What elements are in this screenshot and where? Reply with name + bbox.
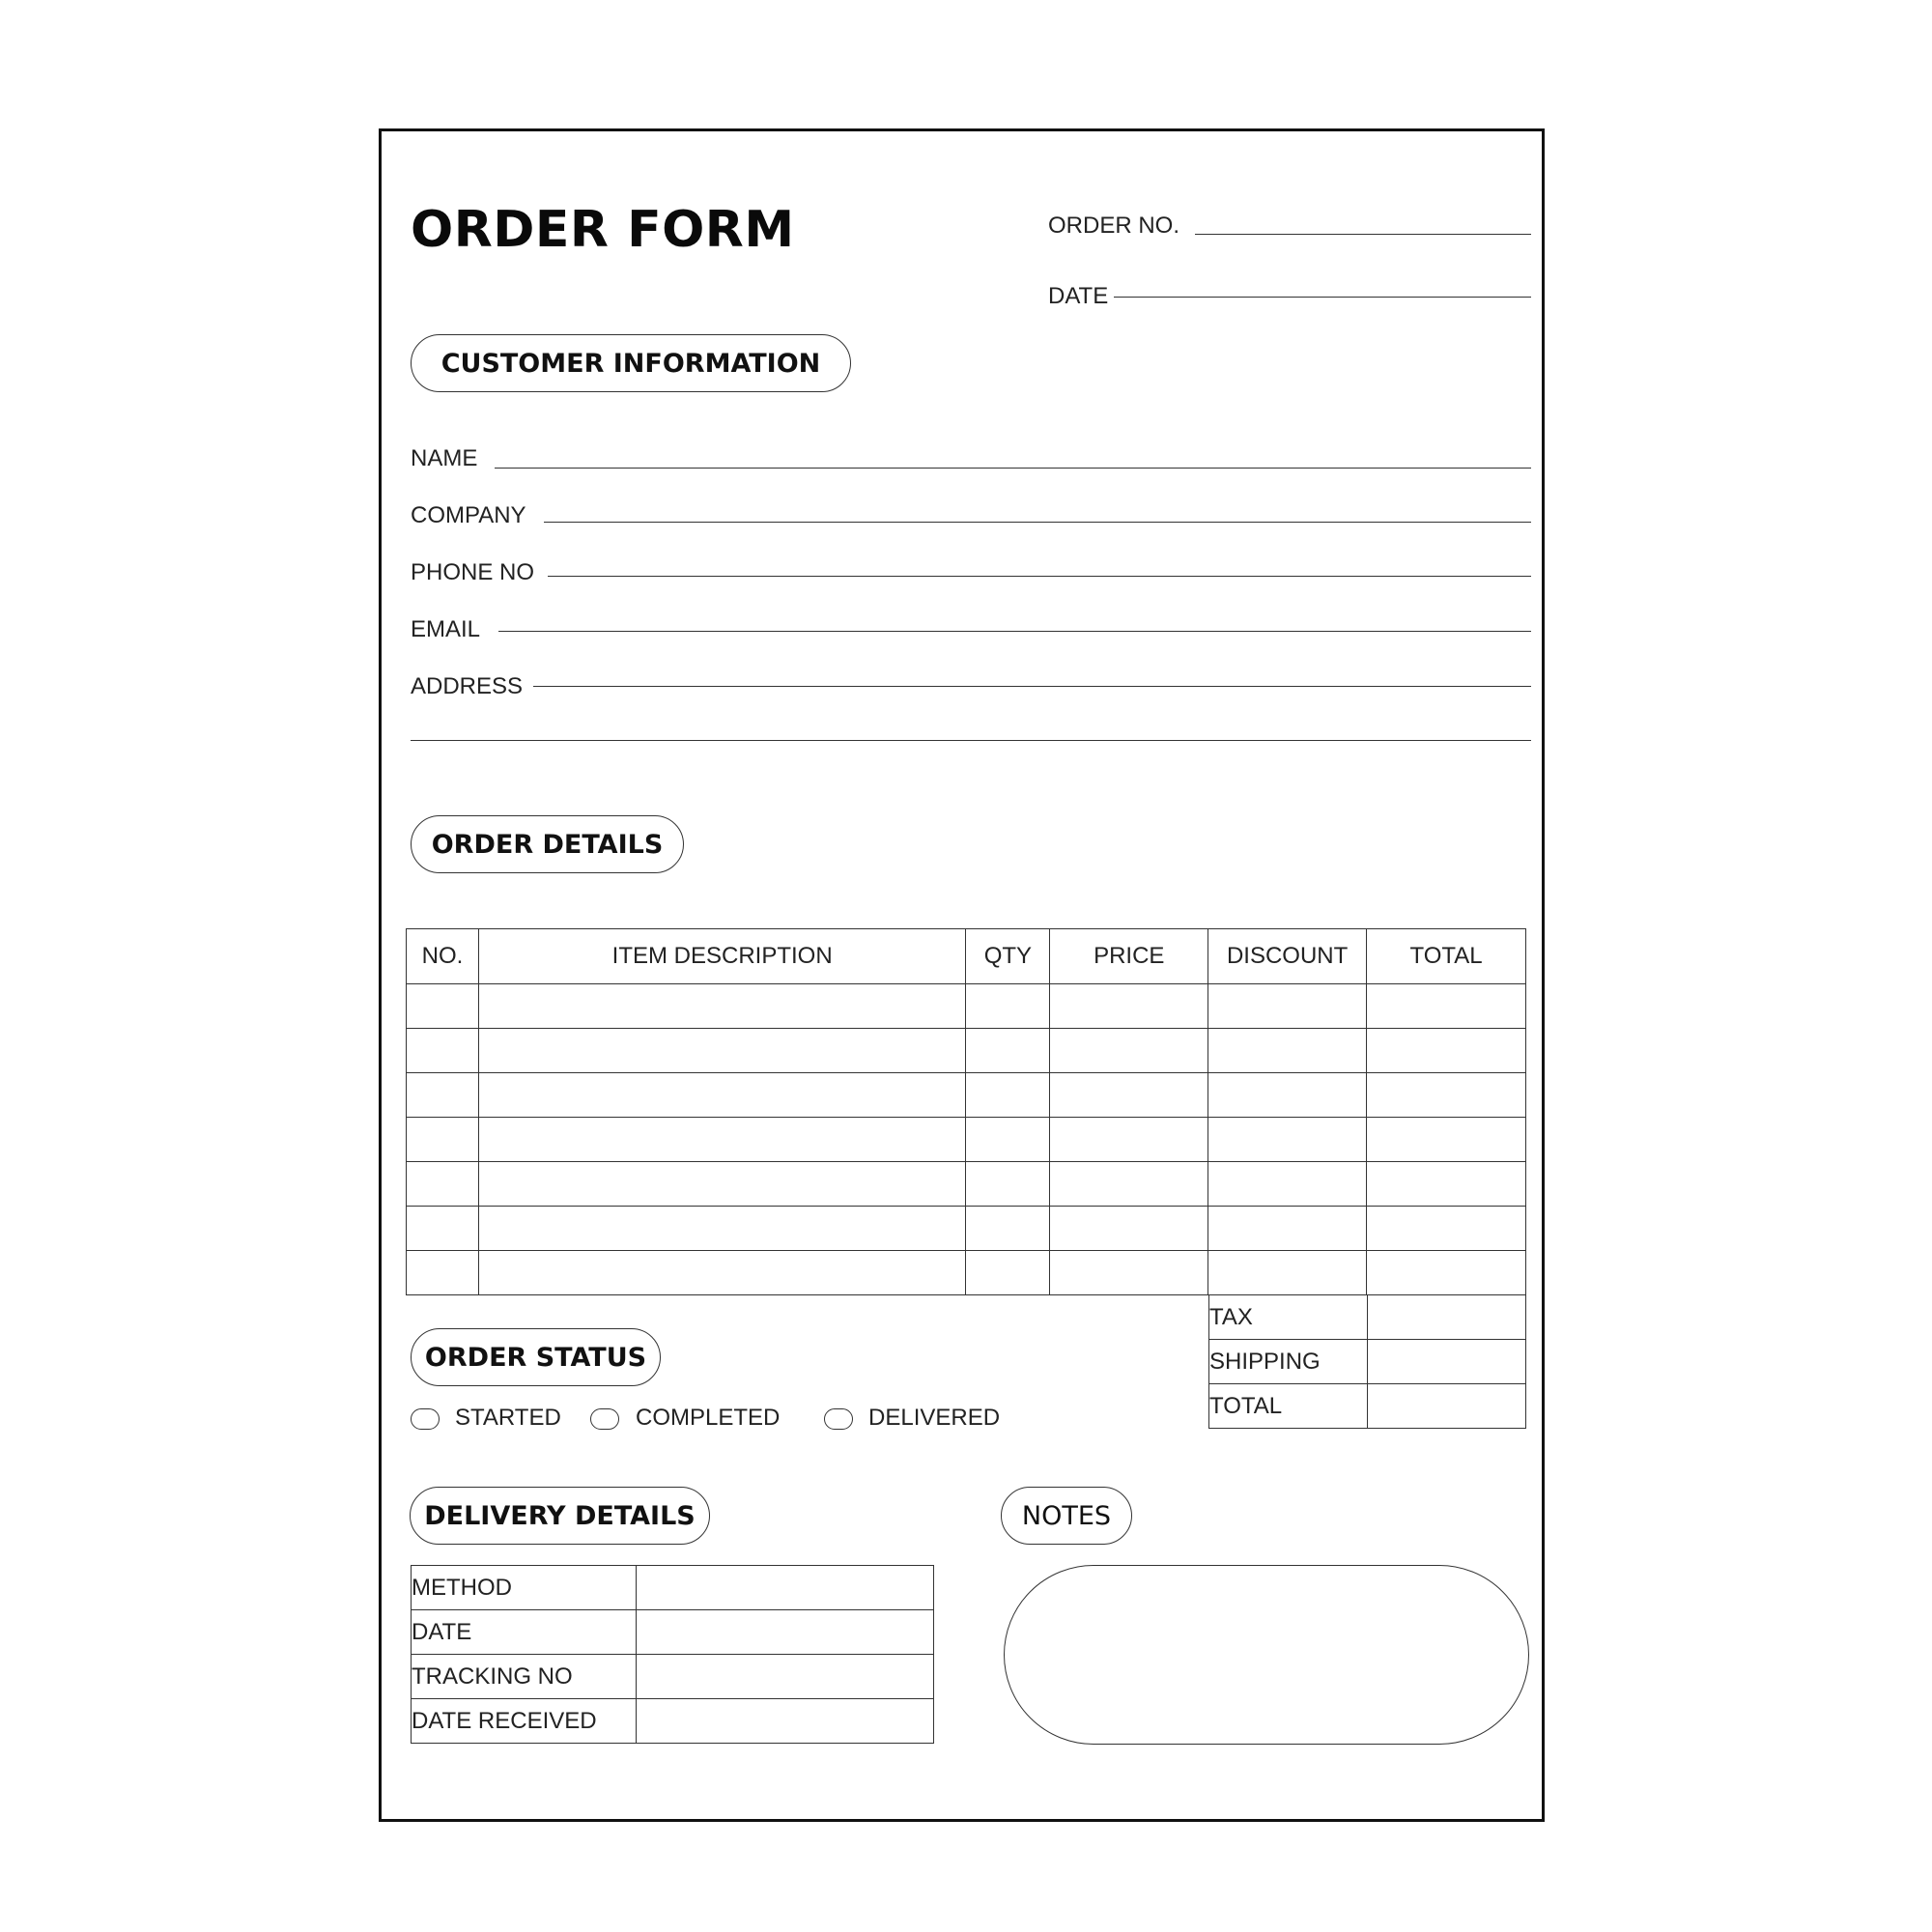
method-label: METHOD — [412, 1566, 637, 1610]
order-no-label: ORDER NO. — [1048, 213, 1180, 239]
page-title: ORDER FORM — [411, 201, 795, 259]
cell-no[interactable] — [407, 1162, 479, 1207]
name-field[interactable] — [495, 468, 1531, 469]
cell-discount[interactable] — [1208, 984, 1367, 1029]
date-field[interactable] — [1114, 297, 1531, 298]
table-row — [407, 1073, 1526, 1118]
email-label: EMAIL — [411, 616, 481, 642]
cell-price[interactable] — [1050, 1162, 1208, 1207]
cell-item-description[interactable] — [478, 1162, 965, 1207]
cell-total[interactable] — [1367, 1251, 1526, 1295]
cell-discount[interactable] — [1208, 1073, 1367, 1118]
cell-price[interactable] — [1050, 1029, 1208, 1073]
cell-total[interactable] — [1367, 1207, 1526, 1251]
status-started-radio[interactable] — [411, 1408, 440, 1430]
status-delivered-radio[interactable] — [824, 1408, 853, 1430]
cell-total[interactable] — [1367, 1118, 1526, 1162]
cell-item-description[interactable] — [478, 1251, 965, 1295]
column-header-total: TOTAL — [1367, 929, 1526, 984]
cell-qty[interactable] — [966, 1162, 1050, 1207]
cell-total[interactable] — [1367, 1162, 1526, 1207]
shipping-label: SHIPPING — [1209, 1340, 1368, 1384]
status-completed-label: COMPLETED — [636, 1405, 781, 1431]
date-label: DATE — [1048, 283, 1109, 309]
address-label: ADDRESS — [411, 673, 524, 699]
status-completed-radio[interactable] — [590, 1408, 619, 1430]
tracking-no-label: TRACKING NO — [412, 1655, 637, 1699]
delivery-date-value-cell[interactable] — [636, 1610, 933, 1655]
cell-price[interactable] — [1050, 1207, 1208, 1251]
delivery-row-received — [412, 1699, 934, 1744]
delivery-details-table — [411, 1565, 934, 1744]
order-form-sheet — [379, 128, 1545, 1822]
cell-discount[interactable] — [1208, 1162, 1367, 1207]
cell-no[interactable] — [407, 1251, 479, 1295]
phone-label: PHONE NO — [411, 559, 535, 585]
date-received-label: DATE RECEIVED — [412, 1699, 637, 1744]
table-header-row — [407, 929, 1526, 984]
delivery-row-tracking — [412, 1655, 934, 1699]
cell-qty[interactable] — [966, 984, 1050, 1029]
order-items-table — [406, 928, 1526, 1295]
cell-price[interactable] — [1050, 984, 1208, 1029]
column-header-price: PRICE — [1050, 929, 1208, 984]
column-header-discount: DISCOUNT — [1208, 929, 1367, 984]
cell-qty[interactable] — [966, 1207, 1050, 1251]
cell-discount[interactable] — [1208, 1251, 1367, 1295]
column-header-no: NO. — [407, 929, 479, 984]
customer-information-heading: CUSTOMER INFORMATION — [411, 334, 851, 392]
table-row — [407, 1118, 1526, 1162]
cell-no[interactable] — [407, 1073, 479, 1118]
cell-total[interactable] — [1367, 1029, 1526, 1073]
table-row — [407, 1162, 1526, 1207]
cell-item-description[interactable] — [478, 984, 965, 1029]
cell-no[interactable] — [407, 984, 479, 1029]
table-row — [407, 1207, 1526, 1251]
delivery-row-date — [412, 1610, 934, 1655]
grand-total-value-cell[interactable] — [1367, 1384, 1525, 1429]
cell-qty[interactable] — [966, 1251, 1050, 1295]
notes-heading: NOTES — [1001, 1487, 1132, 1545]
column-header-qty: QTY — [966, 929, 1050, 984]
address-field[interactable] — [533, 686, 1531, 687]
summary-row-tax — [1209, 1295, 1526, 1340]
shipping-value-cell[interactable] — [1367, 1340, 1525, 1384]
delivery-details-heading: DELIVERY DETAILS — [410, 1487, 710, 1545]
order-status-heading: ORDER STATUS — [411, 1328, 661, 1386]
cell-qty[interactable] — [966, 1073, 1050, 1118]
company-label: COMPANY — [411, 502, 526, 528]
cell-qty[interactable] — [966, 1118, 1050, 1162]
column-header-item-description: ITEM DESCRIPTION — [478, 929, 965, 984]
delivery-row-method — [412, 1566, 934, 1610]
cell-item-description[interactable] — [478, 1118, 965, 1162]
cell-item-description[interactable] — [478, 1073, 965, 1118]
table-row — [407, 1029, 1526, 1073]
cell-no[interactable] — [407, 1029, 479, 1073]
cell-total[interactable] — [1367, 984, 1526, 1029]
address-field-line-2[interactable] — [411, 740, 1531, 741]
cell-total[interactable] — [1367, 1073, 1526, 1118]
summary-row-shipping — [1209, 1340, 1526, 1384]
tax-label: TAX — [1209, 1295, 1368, 1340]
cell-item-description[interactable] — [478, 1207, 965, 1251]
delivery-date-label: DATE — [412, 1610, 637, 1655]
cell-no[interactable] — [407, 1207, 479, 1251]
cell-price[interactable] — [1050, 1073, 1208, 1118]
notes-textarea[interactable] — [1004, 1565, 1529, 1745]
status-delivered-label: DELIVERED — [868, 1405, 1001, 1431]
phone-field[interactable] — [548, 576, 1531, 577]
cell-no[interactable] — [407, 1118, 479, 1162]
email-field[interactable] — [498, 631, 1531, 632]
status-started-label: STARTED — [455, 1405, 561, 1431]
cell-price[interactable] — [1050, 1118, 1208, 1162]
table-row — [407, 984, 1526, 1029]
order-no-field[interactable] — [1195, 234, 1531, 235]
cell-discount[interactable] — [1208, 1207, 1367, 1251]
method-value-cell[interactable] — [636, 1566, 933, 1610]
order-details-heading: ORDER DETAILS — [411, 815, 684, 873]
cell-discount[interactable] — [1208, 1118, 1367, 1162]
order-summary-table — [1208, 1294, 1526, 1429]
cell-discount[interactable] — [1208, 1029, 1367, 1073]
grand-total-label: TOTAL — [1209, 1384, 1368, 1429]
summary-row-total — [1209, 1384, 1526, 1429]
tax-value-cell[interactable] — [1367, 1295, 1525, 1340]
table-row — [407, 1251, 1526, 1295]
cell-qty[interactable] — [966, 1029, 1050, 1073]
company-field[interactable] — [544, 522, 1531, 523]
tracking-no-value-cell[interactable] — [636, 1655, 933, 1699]
name-label: NAME — [411, 445, 478, 471]
cell-item-description[interactable] — [478, 1029, 965, 1073]
cell-price[interactable] — [1050, 1251, 1208, 1295]
date-received-value-cell[interactable] — [636, 1699, 933, 1744]
